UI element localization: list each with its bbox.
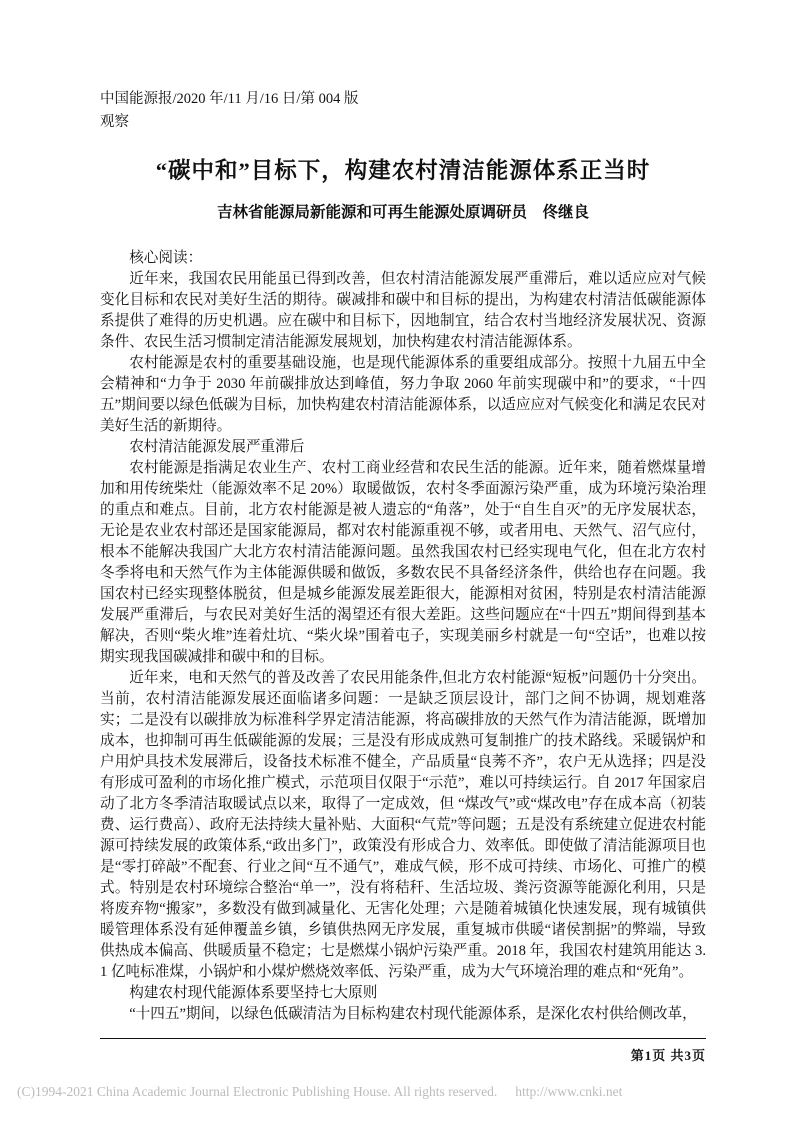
copyright-watermark [17, 1084, 622, 1100]
article-content [100, 88, 706, 1025]
article-title: “碳中和”目标下，构建农村清洁能源体系正当时 [155, 158, 651, 183]
core-reading-label: 核心阅读： [129, 250, 203, 266]
section-heading: 农村清洁能源发展严重滞后 [129, 439, 305, 455]
article-byline: 吉林省能源局新能源和可再生能源处原调研员 佟继良 [216, 204, 589, 221]
article-body [100, 248, 706, 1025]
cnki-url: http://www.cnki.net [515, 1084, 623, 1099]
page-number-indicator: 第1页 共3页 [630, 1048, 706, 1063]
article-paragraph: 农村能源是指满足农业生产、农村工商业经营和农民生活的能源。近年来，随着燃煤量增加和用传统柴灶（能源效率不足 20%）取暖做饭，农村冬季面源污染严重，成为环境污染治理的重点和难点。目前，北方农村能源是被人遗忘的“角落”，处于“自生自灭”的无序发展状态，无论是农业农村部还是国家能源局，都对农村能源重视不够，或者用电、天然气、沼气应付，根本不能解决我国广大北方农村清洁能源问题。虽然我国农村已经实现电气化，但在北方农村冬季将电和天然气作为主体能源供暖和做饭，多数农民不具备经济条件，供给也存在问题。我国农村已经实现整体脱贫，但是城乡能源发展差距很大，能源相对贫困，特别是农村清洁能源发展严重滞后，与农民对美好生活的渴望还有很大差距。这些问题应在“十四五”期间得到基本解决，否则“柴火堆”连着灶坑、“柴火垛”围着屯子，实现美丽乡村就是一句“空话”，也难以按期实现我国碳减排和碳中和的目标。 [100, 460, 706, 665]
article-paragraph: 农村能源是农村的重要基础设施，也是现代能源体系的重要组成部分。按照十九届五中全会精神和“力争于 2030 年前碳排放达到峰值，努力争取 2060 年前实现碳中和”的要求，“十四五”期间要以绿色低碳为目标，加快构建农村清洁能源体系，以适应应对气候变化和满足农民对美好生活的新期待。 [100, 355, 706, 434]
core-reading-summary: 近年来，我国农民用能虽已得到改善，但农村清洁能源发展严重滞后，难以适应应对气候变化目标和农民对美好生活的期待。碳减排和碳中和目标的提出，为构建农村清洁低碳能源体系提供了难得的历史机遇。应在碳中和目标下，因地制宜，结合农村当地经济发展状况、资源条件、农民生活习惯制定清洁能源发展规划，加快构建农村清洁能源体系。 [100, 271, 706, 350]
source-edition-line: 中国能源报/2020 年/11 月/16 日/第 004 版 [100, 91, 359, 107]
section-heading: 构建农村现代能源体系要坚持七大原则 [129, 985, 378, 1001]
article-paragraph: “十四五”期间，以绿色低碳清洁为目标构建农村现代能源体系，是深化农村供给侧改革， [129, 1006, 697, 1022]
article-paragraph: 近年来，电和天然气的普及改善了农民用能条件,但北方农村能源“短板”问题仍十分突出。当前，农村清洁能源发展还面临诸多问题：一是缺乏顶层设计，部门之间不协调，规划难落实；二是没有以碳排放为标准科学界定清洁能源，将高碳排放的天然气作为清洁能源，既增加成本，也抑制可再生低碳能源的发展；三是没有形成成熟可复制推广的技术路线。采暖锅炉和户用炉具技术发展滞后，设备技术标准不健全，产品质量“良莠不齐”，农户无从选择；四是没有形成可盈利的市场化推广模式，示范项目仅限于“示范”，难以可持续运行。自 2017 年国家启动了北方冬季清洁取暖试点以来，取得了一定成效，但 “煤改气”或“煤改电”存在成本高（初装费、运行费高）、政府无法持续大量补贴、大面积“气荒”等问题；五是没有系统建立促进农村能源可持续发展的政策体系,“政出多门”，政策没有形成合力、效率低。即使做了清洁能源项目也是“零打碎敲”不配套、行业之间“互不通气”，难成气候，形不成可持续、市场化、可推广的模式。特别是农村环境综合整治“单一”，没有将秸秆、生活垃圾、粪污资源等能源化利用，只是将废弃物“搬家”，多数没有做到减量化、无害化处理；六是随着城镇化快速发展，现有城镇供暖管理体系没有延伸覆盖乡镇，乡镇供热网无序发展，重复城市供暖“诸侯割据”的弊端，导致供热成本偏高、供暖质量不稳定；七是燃煤小锅炉污染严重。2018 年，我国农村建筑用能达 3.1 亿吨标准煤，小锅炉和小煤炉燃烧效率低、污染严重，成为大气环境治理的难点和“死角”。 [100, 670, 706, 980]
column-name: 观察 [100, 114, 129, 130]
copyright-text: (C)1994-2021 China Academic Journal Electronic Publishing House. All rights reserved. [17, 1084, 498, 1099]
footer-divider [100, 1038, 706, 1039]
